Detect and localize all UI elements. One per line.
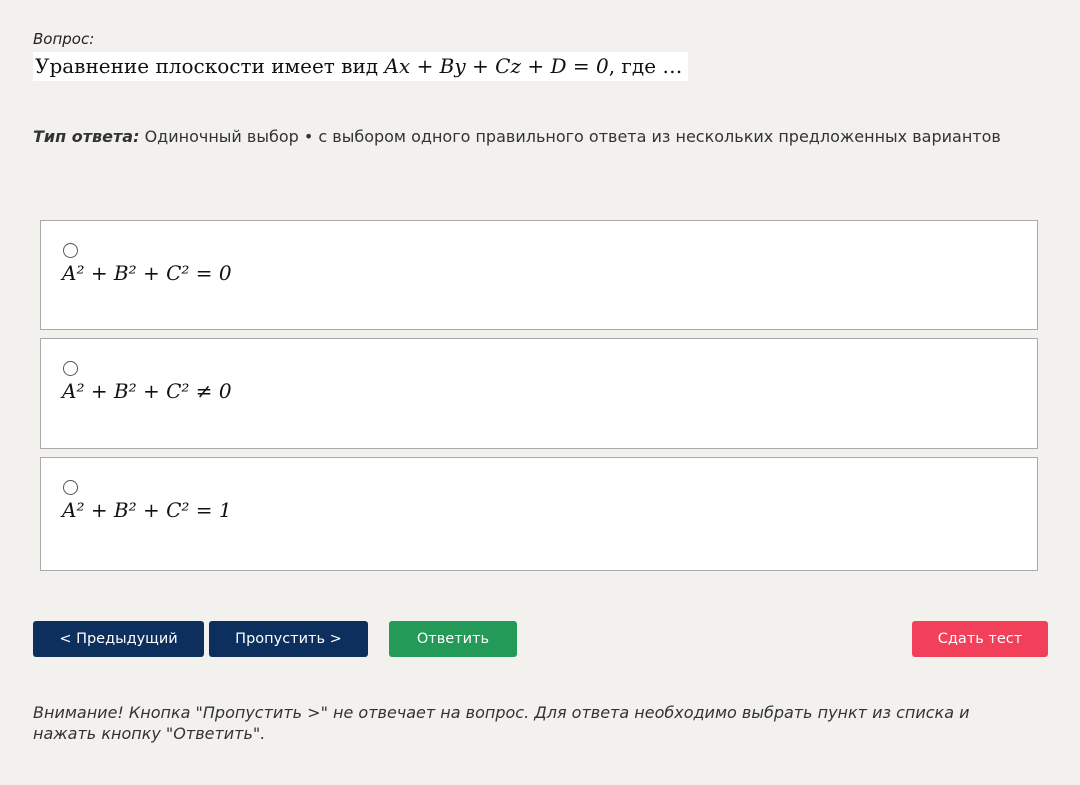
warning-text: Внимание! Кнопка "Пропустить >" не отвечает на вопрос. Для ответа необходимо выбрать пункт из списка и нажать кнопку "Ответить". [33,703,970,743]
answer-option-2[interactable] [40,338,1038,449]
question-text-prefix: Уравнение плоскости имеет вид [35,54,379,78]
answer-button[interactable]: Ответить [389,621,517,657]
option-formula: A² + B² + C² ≠ 0 [62,379,232,403]
question-text [33,52,688,81]
question-formula: Ax + By + Cz + D = 0 [384,54,609,78]
question-text-suffix: , где … [608,54,683,78]
skip-button[interactable]: Пропустить > [209,621,368,657]
previous-button[interactable]: < Предыдущий [33,621,204,657]
answer-option-1[interactable] [40,220,1038,330]
option-formula: A² + B² + C² = 0 [62,261,232,285]
option-formula: A² + B² + C² = 1 [62,498,232,522]
radio-button[interactable] [63,361,78,376]
answer-type [33,127,1001,146]
answer-type-label: Тип ответа: [33,127,140,146]
question-label: Вопрос: [33,30,95,48]
answer-option-3[interactable] [40,457,1038,571]
radio-button[interactable] [63,243,78,258]
radio-button[interactable] [63,480,78,495]
submit-test-button[interactable]: Сдать тест [912,621,1048,657]
answer-type-value: Одиночный выбор • с выбором одного правильного ответа из нескольких предложенных вариантов [144,127,1001,146]
